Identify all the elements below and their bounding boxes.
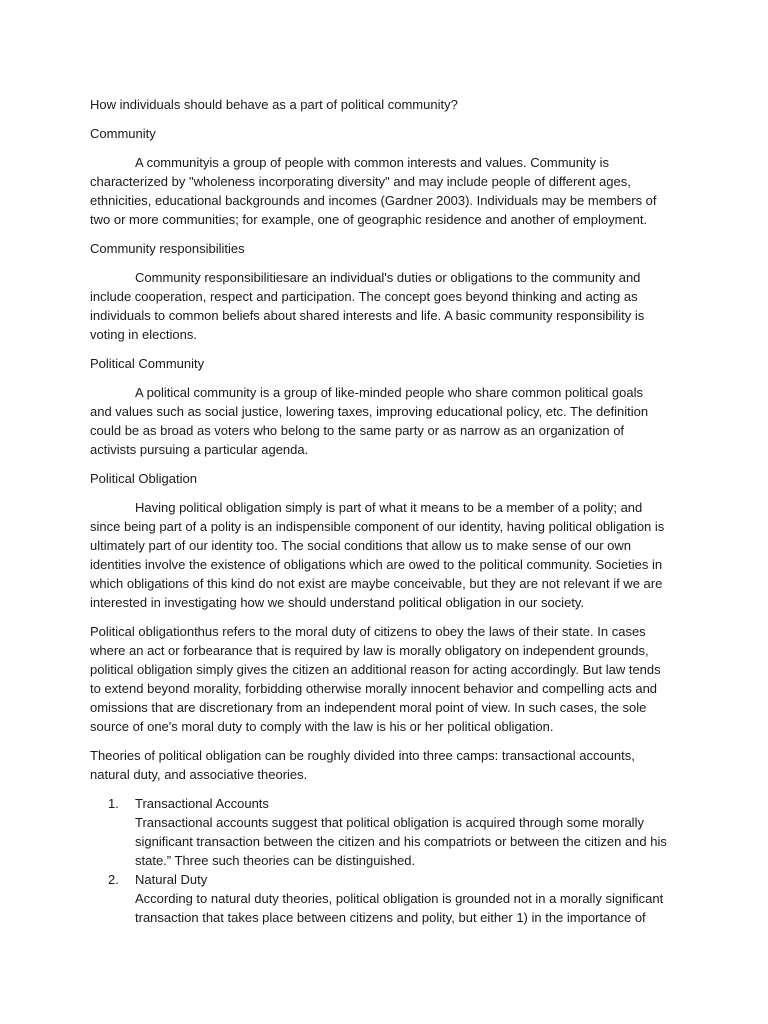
section-heading-political-community: Political Community bbox=[90, 356, 205, 371]
paragraph-political-obligation: Having political obligation simply is part of what it means to be a member of a polity; and since being part of a polity is an indispensible component of our identity, having political obligation is ultimately part of our identity too. The social conditions that allow us to make sense of our own identities involve the existence of obligations which are owed to the political community. Societies in which obligations of this kind do not exist are maybe conceivable, but they are not relevant if we are interested in investigating how we should understand political obligation in our society. bbox=[90, 500, 665, 610]
list-item-title: Transactional Accounts bbox=[135, 796, 269, 811]
section-heading-community: Community bbox=[90, 126, 156, 141]
paragraph-obligation-definition: Political obligationthus refers to the moral duty of citizens to obey the laws of their state. In cases where an act or forbearance that is required by law is morally obligatory on independent grounds, political obligation simply gives the citizen an additional reason for acting accordingly. But law tends to extend beyond morality, forbidding otherwise morally innocent behavior and compelling acts and omissions that are discretionary from an independent moral point of view. In such cases, the sole source of one's moral duty to comply with the law is his or her political obligation. bbox=[90, 624, 661, 734]
paragraph-political-community: A political community is a group of like-minded people who share common political goals and values such as social justice, lowering taxes, improving educational policy, etc. The definition could be as broad as voters who belong to the same party or as narrow as an organization of activists pursuing a particular agenda. bbox=[90, 385, 649, 457]
list-item-number: 1. bbox=[108, 796, 119, 811]
list-item-number: 2. bbox=[108, 872, 119, 887]
document-question: How individuals should behave as a part of political community? bbox=[90, 97, 458, 112]
list-item-body: Transactional accounts suggest that political obligation is acquired through some morally significant transaction between the citizen and his compatriots or between the citizen and his state.” Three such theories can be distinguished. bbox=[135, 815, 667, 868]
paragraph-community: A communityis a group of people with common interests and values. Community is characterized by "wholeness incorporating diversity" and may include people of different ages, ethnicities, educational backgrounds and incomes (Gardner 2003). Individuals may be members of two or more communities; for example, one of geographic residence and another of employment. bbox=[90, 155, 657, 227]
list-item bbox=[90, 870, 668, 927]
section-heading-political-obligation: Political Obligation bbox=[90, 471, 197, 486]
paragraph-community-responsibilities: Community responsibilitiesare an individual's duties or obligations to the community and include cooperation, respect and participation. The concept goes beyond thinking and acting as individuals to common beliefs about shared interests and life. A basic community responsibility is voting in elections. bbox=[90, 270, 645, 342]
theories-list bbox=[90, 794, 668, 927]
list-item-body: According to natural duty theories, political obligation is grounded not in a morally significant transaction that takes place between citizens and polity, but either 1) in the importance of bbox=[135, 891, 664, 925]
paragraph-theories: Theories of political obligation can be roughly divided into three camps: transactional accounts, natural duty, and associative theories. bbox=[90, 748, 635, 782]
list-item-title: Natural Duty bbox=[135, 872, 208, 887]
list-item bbox=[90, 794, 668, 870]
section-heading-community-responsibilities: Community responsibilities bbox=[90, 241, 245, 256]
